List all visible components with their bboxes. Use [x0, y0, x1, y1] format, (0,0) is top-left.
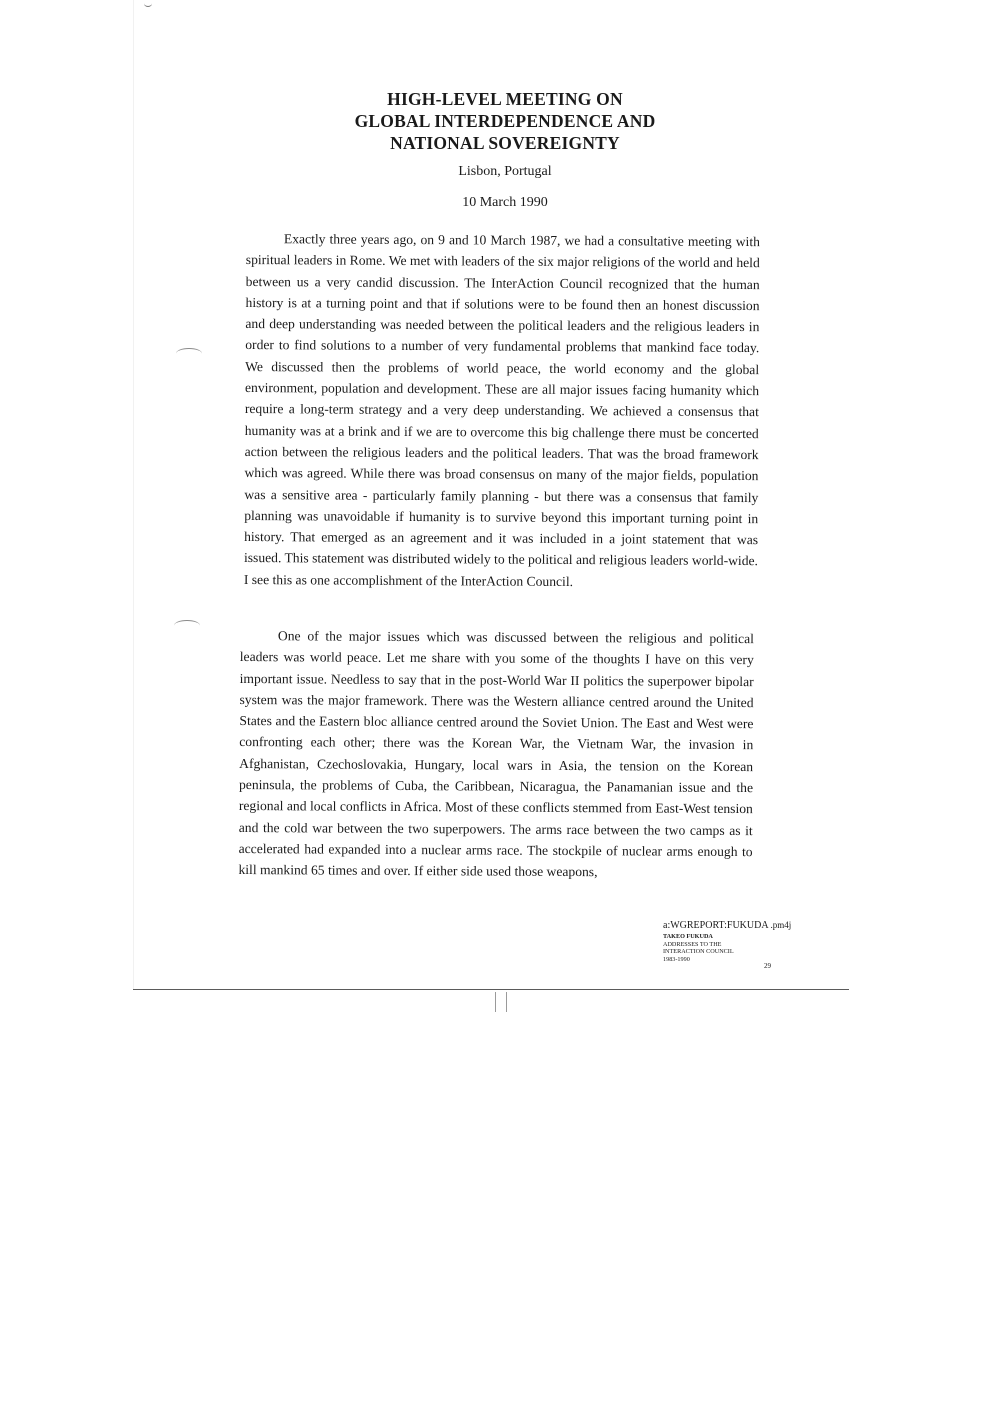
book-years: 1983-1990: [663, 955, 690, 963]
scan-tick-mark: [495, 992, 496, 1012]
page-bottom-rule: [133, 989, 849, 990]
punch-hole-mark: [176, 348, 202, 359]
title-line: NATIONAL SOVEREIGNTY: [390, 133, 620, 153]
file-reference: [663, 919, 791, 932]
page-number: 29: [764, 962, 771, 970]
title-line: HIGH-LEVEL MEETING ON: [387, 89, 623, 109]
page-edge: [133, 0, 134, 990]
meeting-location: Lisbon, Portugal: [458, 164, 552, 179]
book-author: TAKEO FUKUDA: [663, 933, 713, 940]
book-reference: [663, 933, 734, 963]
meeting-date: 10 March 1990: [462, 195, 548, 210]
punch-hole-mark: [174, 620, 200, 631]
document-title: [300, 88, 710, 154]
body-paragraph: Exactly three years ago, on 9 and 10 March 1987, we had a consultative meeting with spiritual leaders in Rome. We met with leaders of the six major religions of the world and held between us a very candid discussion. The InterAction Council recognized that the human history is at a turning point and that if solutions were to be found then an honest discussion and deep understanding was needed between the political leaders and the religious leaders in order to find solutions to a number of very fundamental problems that mankind face today. We discussed then the problems of world peace, the world economy and the global environment, population and development. These are all major issues facing humanity which require a long-term strategy and a very deep understanding. We achieved a consensus that humanity was at a brink and if we are to overcome this big challenge there must be concerted action between the religious leaders and the political leaders. That was the broad framework which was agreed. While there was broad consensus on many of the major fields, population was a sensitive area - particularly family planning - but there was a consensus that family planning was unavoidable if humanity is to survive beyond this important turning point in history. That emerged as an agreement and it was included in a joint statement that was issued. This statement was distributed widely to the political and religious leaders world-wide. I see this as one accomplishment of the InterAction Council.: [243, 231, 760, 589]
book-title-line: ADDRESSES TO THE: [663, 940, 722, 948]
scan-mark: [144, 0, 152, 7]
title-line: GLOBAL INTERDEPENDENCE AND: [354, 111, 656, 131]
body-paragraph: One of the major issues which was discussed between the religious and political leaders was world peace. Let me share with you some of the thoughts I have on this very important issue. Needless to say that in the post-World War II politics the superpower bipolar system was the major framework. There was the Western alliance centred around the United States and the Eastern bloc alliance centred around the Soviet Union. The East and West were confronting each other; there was the Korean War, the Vietnam War, the invasion in Afghanistan, Czechoslovakia, Hungary, local wars in Asia, the tension on the Korean peninsula, the problems of Cuba, the Caribbean, Nicaragua, the Panamanian issue and the regional and local conflicts in Africa. Most of these conflicts stemmed from East-West tension and the cold war between the two superpowers. The arms race between the two camps as it accelerated had expanded into a nuclear arms race. The stockpile of nuclear arms enough to kill mankind 65 times and over. If either side used those weapons,: [238, 628, 754, 880]
book-title-line: INTERACTION COUNCIL: [663, 948, 734, 955]
scan-tick-mark: [506, 992, 507, 1012]
file-reference-extension: .pm4j: [770, 920, 792, 930]
file-reference-name: a:WGREPORT:FUKUDA: [663, 920, 769, 931]
